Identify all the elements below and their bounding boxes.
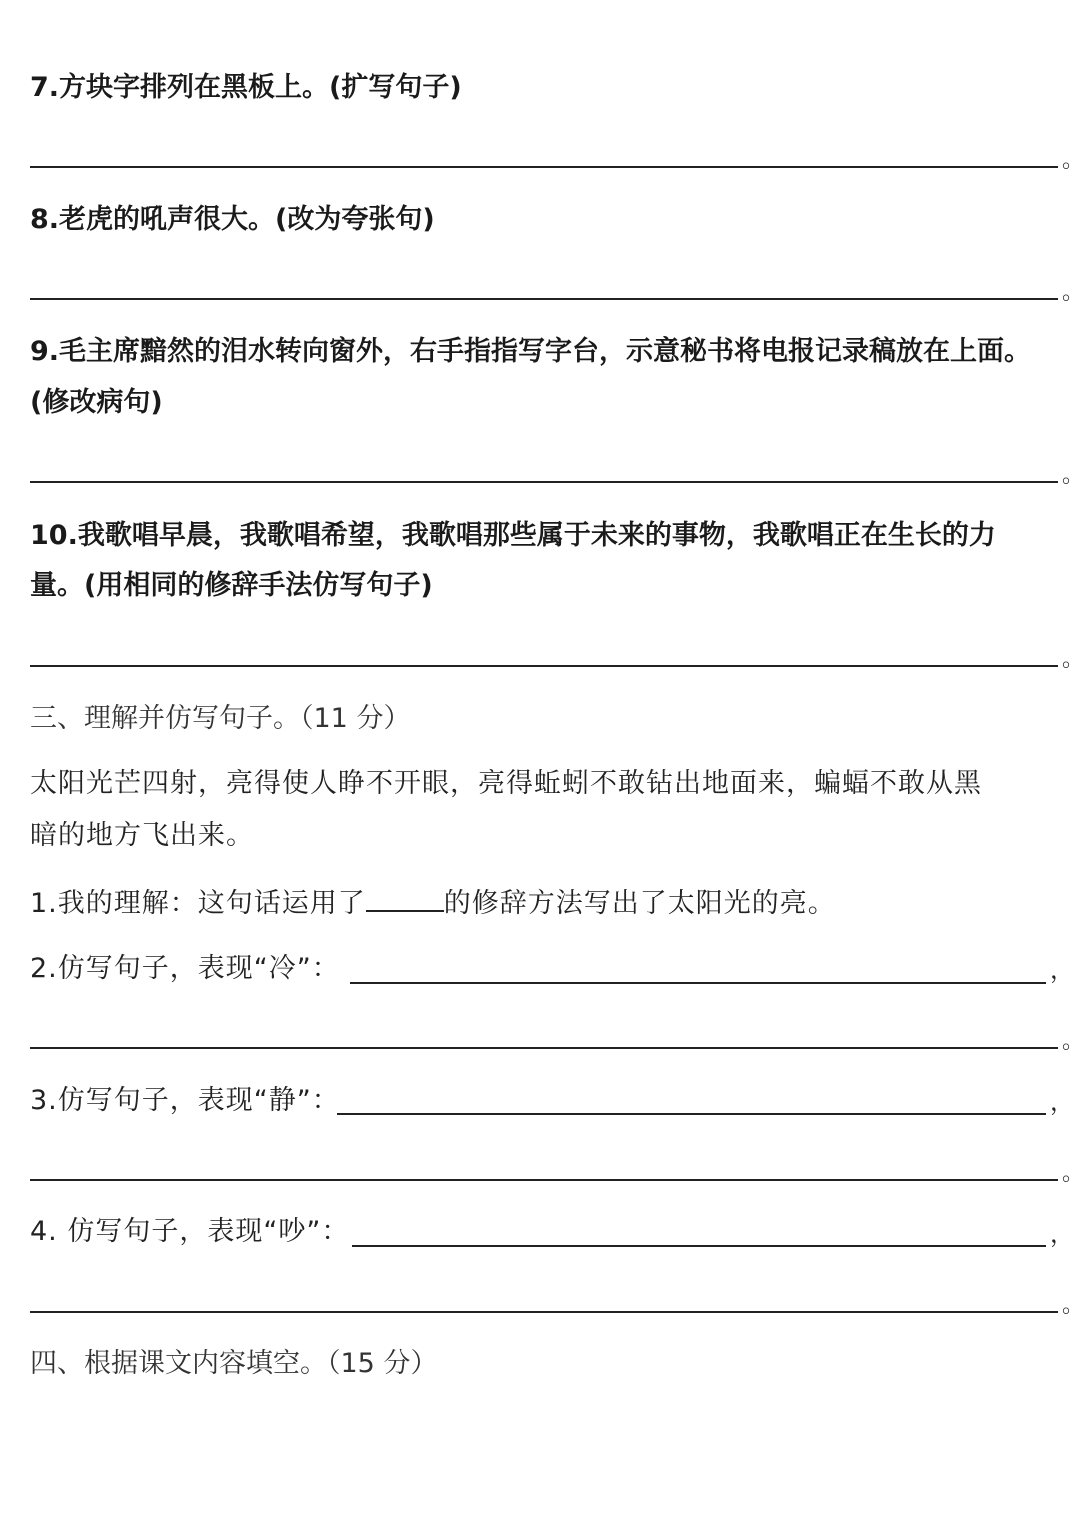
period-mark: 。 xyxy=(1062,280,1084,305)
item-3: 3.仿写句子，表现“静”： xyxy=(30,1085,340,1116)
comma-mark: ， xyxy=(1050,1088,1074,1116)
period-mark: 。 xyxy=(1062,647,1084,672)
answer-line-cold-1[interactable] xyxy=(350,982,1046,984)
answer-line-q9[interactable] xyxy=(30,481,1058,483)
answer-line-cold-2[interactable] xyxy=(30,1047,1058,1049)
comma-mark: ， xyxy=(1050,956,1074,984)
rhetoric-blank[interactable] xyxy=(366,884,444,912)
answer-line-noisy-2[interactable] xyxy=(30,1311,1058,1313)
item-4: 4. 仿写句子，表现“吵”： xyxy=(30,1216,350,1247)
answer-line-q7[interactable] xyxy=(30,166,1058,168)
question-8: 8.老虎的吼声很大。(改为夸张句) xyxy=(30,204,435,235)
answer-line-q8[interactable] xyxy=(30,298,1058,300)
comma-mark: ， xyxy=(1050,1220,1074,1248)
question-9-line2: (修改病句) xyxy=(30,387,163,418)
question-7: 7.方块字排列在黑板上。(扩写句子) xyxy=(30,72,462,103)
answer-line-quiet-1[interactable] xyxy=(337,1113,1046,1115)
section-4-title: 四、根据课文内容填空。（15 分） xyxy=(30,1348,438,1379)
answer-line-q10[interactable] xyxy=(30,665,1058,667)
passage-line1: 太阳光芒四射，亮得使人睁不开眼，亮得蚯蚓不敢钻出地面来，蝙蝠不敢从黑 xyxy=(30,768,982,799)
period-mark: 。 xyxy=(1062,463,1084,488)
item-1-before: 1.我的理解：这句话运用了 xyxy=(30,888,366,919)
item-1 xyxy=(30,884,836,922)
period-mark: 。 xyxy=(1062,1293,1084,1318)
question-10-line2: 量。(用相同的修辞手法仿写句子) xyxy=(30,570,433,601)
passage-line2: 暗的地方飞出来。 xyxy=(30,820,254,851)
item-1-after: 的修辞方法写出了太阳光的亮。 xyxy=(443,888,836,919)
answer-line-quiet-2[interactable] xyxy=(30,1179,1058,1181)
item-2: 2.仿写句子，表现“冷”： xyxy=(30,953,340,984)
period-mark: 。 xyxy=(1062,1161,1084,1186)
section-3-title: 三、理解并仿写句子。（11 分） xyxy=(30,703,411,734)
question-10-line1: 10.我歌唱早晨，我歌唱希望，我歌唱那些属于未来的事物，我歌唱正在生长的力 xyxy=(30,520,996,551)
period-mark: 。 xyxy=(1062,1029,1084,1054)
question-9-line1: 9.毛主席黯然的泪水转向窗外，右手指指写字台，示意秘书将电报记录稿放在上面。 xyxy=(30,336,1032,367)
period-mark: 。 xyxy=(1062,148,1084,173)
answer-line-noisy-1[interactable] xyxy=(352,1245,1046,1247)
